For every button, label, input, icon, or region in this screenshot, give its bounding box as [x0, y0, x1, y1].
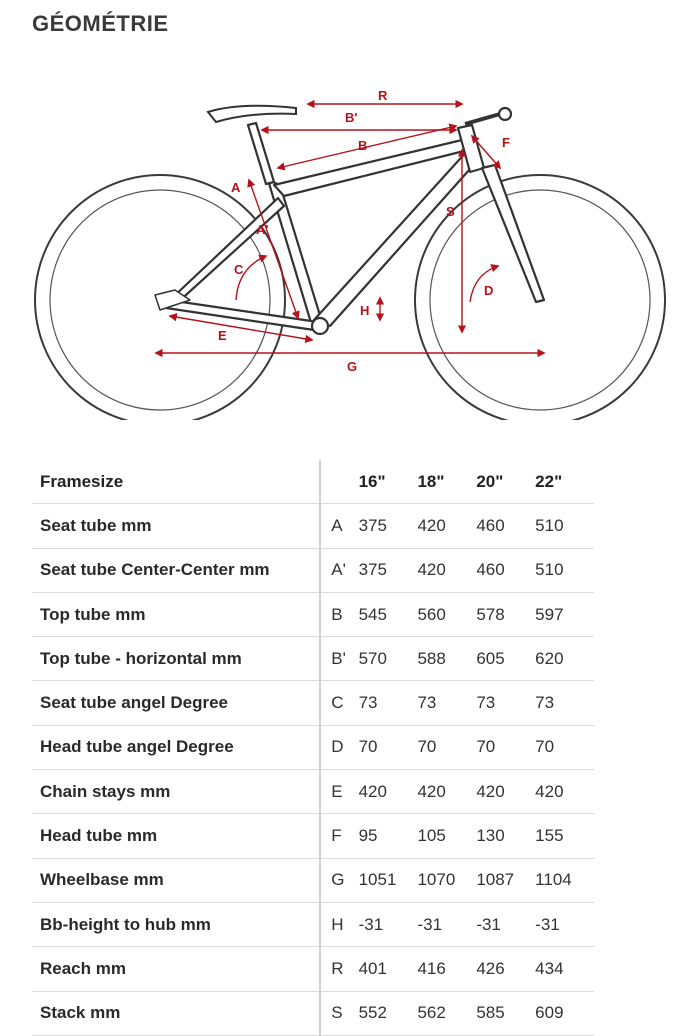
- label-B-prime: B': [345, 110, 358, 125]
- row-value: 420: [535, 770, 594, 814]
- label-E: E: [218, 328, 227, 343]
- row-letter: C: [320, 681, 358, 725]
- geometry-table: [32, 460, 594, 1036]
- saddle: [208, 106, 296, 122]
- size-header: 18": [417, 460, 476, 504]
- row-label: Chain stays mm: [32, 770, 320, 814]
- row-value: 562: [417, 991, 476, 1035]
- row-letter: F: [320, 814, 358, 858]
- row-label: Head tube mm: [32, 814, 320, 858]
- row-value: 605: [476, 637, 535, 681]
- row-value: 95: [359, 814, 418, 858]
- table-row: [32, 725, 594, 769]
- framesize-header: Framesize: [32, 460, 320, 504]
- row-value: 1070: [417, 858, 476, 902]
- row-label: Seat tube mm: [32, 504, 320, 548]
- label-A: A: [231, 180, 241, 195]
- label-A-prime: A': [256, 222, 269, 237]
- row-label: Seat tube Center-Center mm: [32, 548, 320, 592]
- table-row: [32, 991, 594, 1035]
- label-D: D: [484, 283, 494, 298]
- row-value: 70: [359, 725, 418, 769]
- row-value: -31: [535, 902, 594, 946]
- table-row: [32, 814, 594, 858]
- table-row: [32, 681, 594, 725]
- row-value: 73: [535, 681, 594, 725]
- row-label: Seat tube angel Degree: [32, 681, 320, 725]
- row-value: 155: [535, 814, 594, 858]
- row-label: Bb-height to hub mm: [32, 902, 320, 946]
- row-value: 70: [476, 725, 535, 769]
- row-value: 426: [476, 947, 535, 991]
- row-value: 1051: [359, 858, 418, 902]
- row-value: 578: [476, 592, 535, 636]
- row-value: 375: [359, 504, 418, 548]
- row-value: 130: [476, 814, 535, 858]
- table-row: [32, 858, 594, 902]
- row-value: 545: [359, 592, 418, 636]
- bike-frame: [155, 108, 544, 334]
- row-label: Wheelbase mm: [32, 858, 320, 902]
- row-letter: E: [320, 770, 358, 814]
- size-header: 20": [476, 460, 535, 504]
- table-row: [32, 902, 594, 946]
- table-row: [32, 504, 594, 548]
- row-label: Stack mm: [32, 991, 320, 1035]
- row-letter: A': [320, 548, 358, 592]
- table-header-row: [32, 460, 594, 504]
- row-value: 510: [535, 504, 594, 548]
- row-label: Reach mm: [32, 947, 320, 991]
- row-value: -31: [359, 902, 418, 946]
- row-value: -31: [417, 902, 476, 946]
- row-value: 1104: [535, 858, 594, 902]
- row-value: -31: [476, 902, 535, 946]
- row-value: 420: [417, 504, 476, 548]
- row-value: 597: [535, 592, 594, 636]
- row-letter: S: [320, 991, 358, 1035]
- row-value: 73: [359, 681, 418, 725]
- label-C: C: [234, 262, 244, 277]
- row-value: 105: [417, 814, 476, 858]
- size-header: 22": [535, 460, 594, 504]
- row-value: 73: [476, 681, 535, 725]
- row-value: 70: [535, 725, 594, 769]
- row-value: 588: [417, 637, 476, 681]
- row-label: Top tube mm: [32, 592, 320, 636]
- table-row: [32, 592, 594, 636]
- row-value: 1087: [476, 858, 535, 902]
- label-H: H: [360, 303, 370, 318]
- letter-header: [320, 460, 358, 504]
- row-value: 420: [359, 770, 418, 814]
- row-value: 401: [359, 947, 418, 991]
- row-value: 552: [359, 991, 418, 1035]
- row-value: 460: [476, 504, 535, 548]
- row-label: Head tube angel Degree: [32, 725, 320, 769]
- label-R: R: [378, 88, 388, 103]
- row-letter: B': [320, 637, 358, 681]
- row-value: 73: [417, 681, 476, 725]
- label-G: G: [347, 359, 358, 374]
- row-letter: D: [320, 725, 358, 769]
- row-letter: A: [320, 504, 358, 548]
- row-value: 375: [359, 548, 418, 592]
- row-value: 460: [476, 548, 535, 592]
- row-value: 420: [417, 548, 476, 592]
- row-value: 420: [417, 770, 476, 814]
- row-letter: R: [320, 947, 358, 991]
- row-value: 510: [535, 548, 594, 592]
- row-letter: H: [320, 902, 358, 946]
- table-row: [32, 947, 594, 991]
- label-F: F: [502, 135, 510, 150]
- row-value: 420: [476, 770, 535, 814]
- label-B: B: [358, 138, 368, 153]
- table-row: [32, 770, 594, 814]
- row-letter: B: [320, 592, 358, 636]
- label-S: S: [446, 204, 455, 219]
- page-title: GÉOMÉTRIE: [32, 11, 169, 36]
- row-letter: G: [320, 858, 358, 902]
- table-row: [32, 548, 594, 592]
- row-value: 570: [359, 637, 418, 681]
- bike-geometry-diagram: [0, 80, 682, 420]
- row-label: Top tube - horizontal mm: [32, 637, 320, 681]
- size-header: 16": [359, 460, 418, 504]
- row-value: 416: [417, 947, 476, 991]
- row-value: 609: [535, 991, 594, 1035]
- row-value: 434: [535, 947, 594, 991]
- row-value: 70: [417, 725, 476, 769]
- row-value: 585: [476, 991, 535, 1035]
- table-row: [32, 637, 594, 681]
- row-value: 620: [535, 637, 594, 681]
- row-value: 560: [417, 592, 476, 636]
